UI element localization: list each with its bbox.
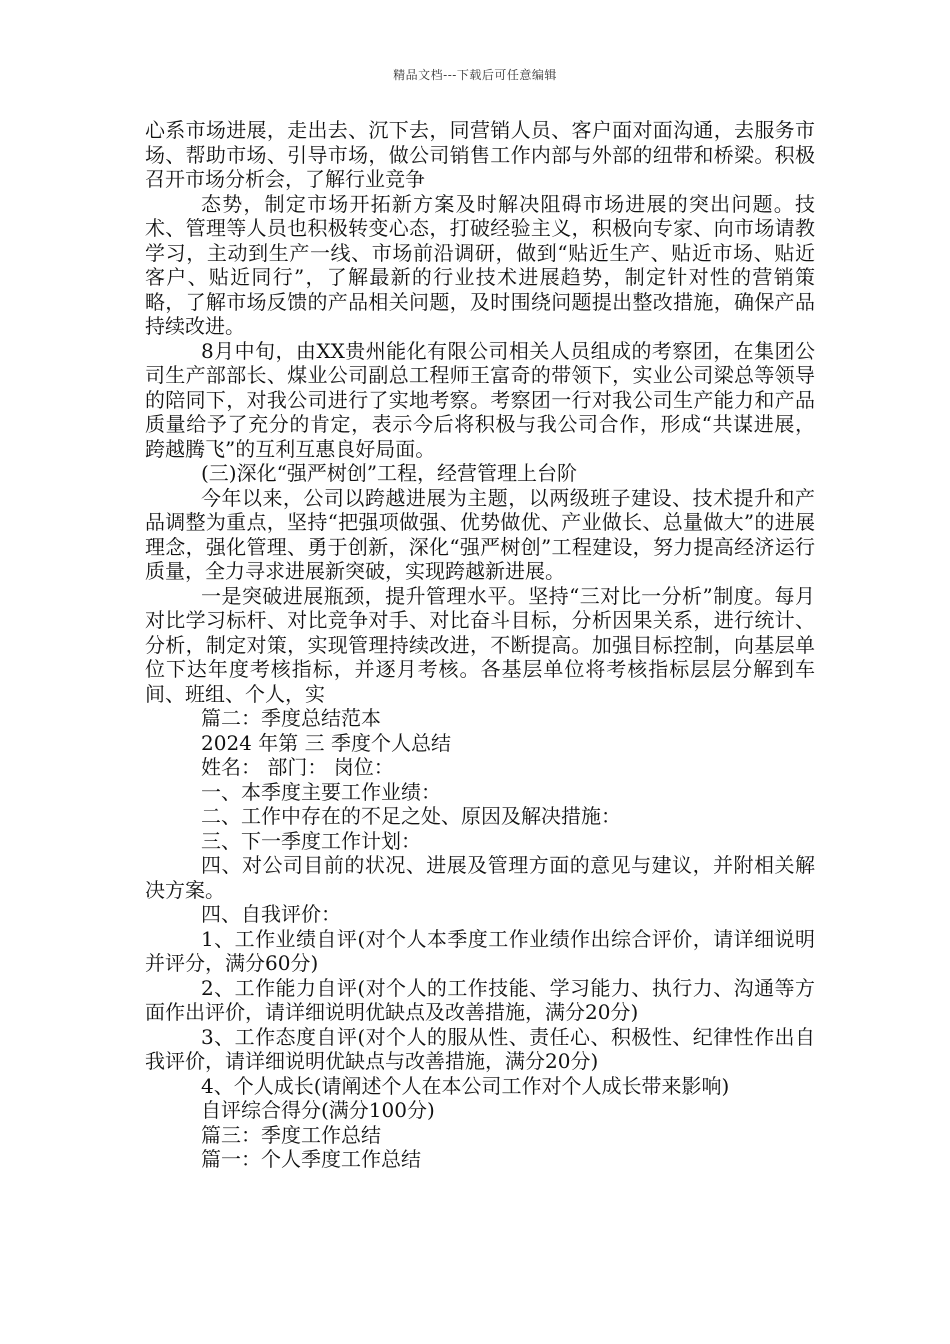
- paragraph: 8月中旬，由XX贵州能化有限公司相关人员组成的考察团，在集团公司生产部部长、煤业公司副总工程师王富奇的带领下，实业公司梁总等领导的陪同下，对我公司进行了实地考察。考察团一行对我公司生产能力和产品质量给予了充分的肯定，表示今后将积极与我公司合作，形成“共谋进展，跨越腾飞”的互利互惠良好局面。: [145, 338, 815, 461]
- page-header: 精品文档---下载后可任意编辑: [393, 68, 557, 82]
- paragraph: 4、个人成长(请阐述个人在本公司工作对个人成长带来影响): [201, 1073, 730, 1098]
- paragraph: 篇二：季度总结范本: [201, 706, 381, 730]
- paragraph: 四、自我评价：: [201, 902, 341, 926]
- paragraph: (三)深化“强严树创”工程，经营管理上台阶: [201, 461, 578, 485]
- document-body: [145, 118, 815, 1172]
- paragraph: 篇三：季度工作总结: [201, 1122, 381, 1147]
- paragraph: 3、工作态度自评(对个人的服从性、责任心、积极性、纪律性作出自我评价，请详细说明优缺点与改善措施，满分20分): [145, 1024, 815, 1073]
- paragraph: 四、对公司目前的状况、进展及管理方面的意见与建议，并附相关解决方案。: [145, 853, 815, 902]
- paragraph: 自评综合得分(满分100分): [201, 1098, 435, 1122]
- paragraph: 一、本季度主要工作业绩：: [201, 779, 441, 804]
- paragraph: 姓名： 部门： 岗位：: [201, 755, 394, 779]
- paragraph: 二、工作中存在的不足之处、原因及解决措施：: [201, 804, 621, 828]
- paragraph: 2、工作能力自评(对个人的工作技能、学习能力、执行力、沟通等方面作出评价，请详细说明优缺点及改善措施，满分20分): [145, 975, 815, 1024]
- paragraph: 一是突破进展瓶颈，提升管理水平。坚持“三对比一分析”制度。每月对比学习标杆、对比竞争对手、对比奋斗目标，分析因果关系，进行统计、分析，制定对策，实现管理持续改进，不断提高。加强目标控制，向基层单位下达年度考核指标，并逐月考核。各基层单位将考核指标层层分解到车间、班组、个人，实: [145, 583, 815, 706]
- paragraph: 心系市场进展，走出去、沉下去，同营销人员、客户面对面沟通，去服务市场、帮助市场、引导市场，做公司销售工作内部与外部的纽带和桥梁。积极召开市场分析会，了解行业竞争: [145, 118, 815, 191]
- paragraph: 态势，制定市场开拓新方案及时解决阻碍市场进展的突出问题。技术、管理等人员也积极转变心态，打破经验主义，积极向专家、向市场请教学习，主动到生产一线、市场前沿调研，做到“贴近生产、贴近市场、贴近客户、贴近同行”，了解最新的行业技术进展趋势，制定针对性的营销策略，了解市场反馈的产品相关问题，及时围绕问题提出整改措施，确保产品持续改进。: [145, 191, 815, 338]
- paragraph: 2024 年第 三 季度个人总结: [201, 730, 451, 755]
- paragraph: 今年以来，公司以跨越进展为主题，以两级班子建设、技术提升和产品调整为重点，坚持“把强项做强、优势做优、产业做长、总量做大”的进展理念，强化管理、勇于创新，深化“强严树创”工程建设，努力提高经济运行质量，全力寻求进展新突破，实现跨越新进展。: [145, 485, 815, 583]
- paragraph: 三、下一季度工作计划：: [201, 828, 421, 853]
- paragraph: 1、工作业绩自评(对个人本季度工作业绩作出综合评价，请详细说明并评分，满分60分): [145, 926, 815, 975]
- paragraph: 篇一：个人季度工作总结: [201, 1147, 421, 1171]
